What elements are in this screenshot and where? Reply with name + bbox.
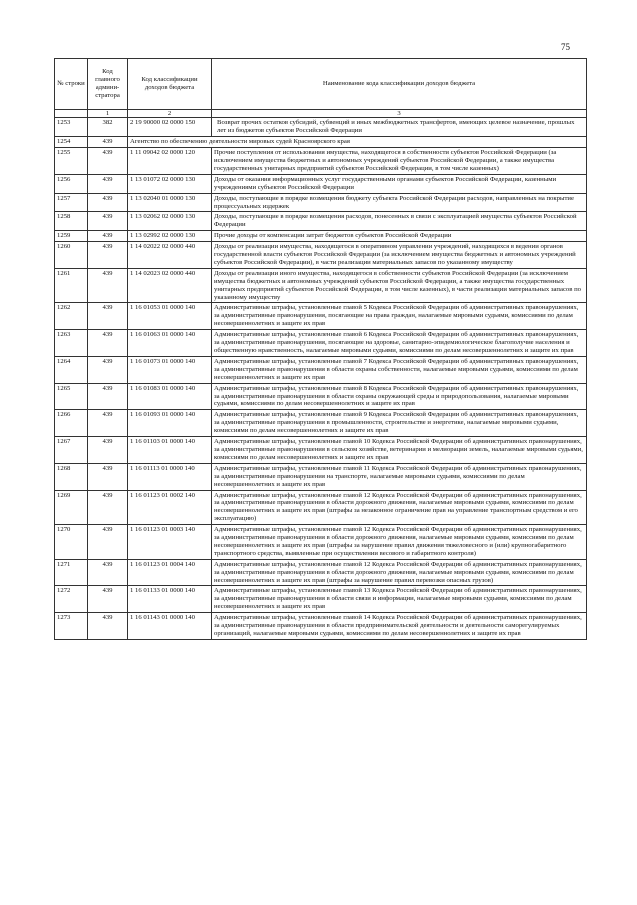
admin-code: 439 [88, 193, 128, 212]
code-name: Административные штрафы, установленные главой 10 Кодекса Российской Федерации об административных правонарушениях, за административные правонарушения в сельском хозяйстве, ветеринарии и мелиорации земель, налагаемые мировыми судьями, комиссиями по делам несовершеннолетних и защите их прав [212, 437, 587, 464]
classification-code: 1 16 01103 01 0000 140 [128, 437, 212, 464]
table-row [55, 174, 587, 193]
classification-code: 1 16 01073 01 0000 140 [128, 356, 212, 383]
classification-code: 1 11 09042 02 0000 120 [128, 148, 212, 175]
row-number: 1254 [55, 137, 88, 148]
column-index: 2 [128, 110, 212, 118]
table-row [55, 268, 587, 303]
classification-code: 2 19 90000 02 0000 150 [128, 118, 212, 137]
admin-code: 439 [88, 490, 128, 525]
admin-code: 439 [88, 559, 128, 586]
table-row [55, 212, 587, 231]
column-index-row [55, 110, 587, 118]
row-number: 1273 [55, 613, 88, 640]
row-number: 1266 [55, 410, 88, 437]
row-number: 1269 [55, 490, 88, 525]
table-row [55, 330, 587, 357]
admin-code: 439 [88, 437, 128, 464]
row-number: 1253 [55, 118, 88, 137]
admin-code: 439 [88, 268, 128, 303]
row-number: 1272 [55, 586, 88, 613]
admin-code: 439 [88, 356, 128, 383]
classification-code: 1 16 01123 01 0004 140 [128, 559, 212, 586]
row-number: 1255 [55, 148, 88, 175]
code-name: Административные штрафы, установленные главой 12 Кодекса Российской Федерации об административных правонарушениях, за административные правонарушения в области дорожного движения, налагаемые мировыми судьями, комиссиями по делам несовершеннолетних и защите их прав (штрафы за нарушение правил движения тяжеловесного и (или) крупногабаритного транспортного средства, выявленные при осуществлении весового и габаритного контроля) [212, 525, 587, 560]
row-number: 1265 [55, 383, 88, 410]
classification-code: 1 16 01093 01 0000 140 [128, 410, 212, 437]
code-name: Административные штрафы, установленные главой 11 Кодекса Российской Федерации об административных правонарушениях, за административные правонарушения на транспорте, налагаемые мировыми судьями, комиссиями по делам несовершеннолетних и защите их прав [212, 463, 587, 490]
admin-code: 439 [88, 242, 128, 269]
row-number: 1262 [55, 303, 88, 330]
admin-code: 439 [88, 330, 128, 357]
row-number: 1267 [55, 437, 88, 464]
revenue-classification-table [54, 58, 587, 640]
table-row [55, 303, 587, 330]
table-body [55, 118, 587, 640]
admin-code: 439 [88, 410, 128, 437]
code-name: Возврат прочих остатков субсидий, субвенций и иных межбюджетных трансфертов, имеющих целевое назначение, прошлых лет из бюджетов субъектов Российской Федерации [212, 118, 587, 137]
classification-code: 1 16 01123 01 0002 140 [128, 490, 212, 525]
table-row [55, 193, 587, 212]
code-name: Административные штрафы, установленные главой 7 Кодекса Российской Федерации об административных правонарушениях, за административные правонарушения в области охраны собственности, налагаемые мировыми судьями, комиссиями по делам несовершеннолетних и защите их прав [212, 356, 587, 383]
table-row [55, 525, 587, 560]
admin-code: 439 [88, 137, 128, 148]
code-name: Агентство по обеспечению деятельности мировых судей Красноярского края [128, 137, 587, 148]
table-header-row [55, 59, 587, 110]
classification-code: 1 16 01133 01 0000 140 [128, 586, 212, 613]
classification-code: 1 13 02992 02 0000 130 [128, 231, 212, 242]
classification-code: 1 13 02062 02 0000 130 [128, 212, 212, 231]
code-name: Прочие доходы от компенсации затрат бюджетов субъектов Российской Федерации [212, 231, 587, 242]
admin-code: 439 [88, 231, 128, 242]
classification-code: 1 16 01083 01 0000 140 [128, 383, 212, 410]
code-name: Административные штрафы, установленные главой 8 Кодекса Российской Федерации об административных правонарушениях, за административные правонарушения в области охраны окружающей среды и природопользования, налагаемые мировыми судьями, комиссиями по делам несовершеннолетних и защите их прав [212, 383, 587, 410]
admin-code: 439 [88, 613, 128, 640]
column-index [55, 110, 88, 118]
table-row [55, 490, 587, 525]
header-admin-code: Код главного админи-стратора [88, 59, 128, 110]
code-name: Административные штрафы, установленные главой 9 Кодекса Российской Федерации об административных правонарушениях, за административные правонарушения в промышленности, строительстве и энергетике, налагаемые мировыми судьями, комиссиями по делам несовершеннолетних и защите их прав [212, 410, 587, 437]
row-number: 1260 [55, 242, 88, 269]
classification-code: 1 16 01053 01 0000 140 [128, 303, 212, 330]
row-number: 1256 [55, 174, 88, 193]
classification-code: 1 16 01113 01 0000 140 [128, 463, 212, 490]
code-name: Административные штрафы, установленные главой 13 Кодекса Российской Федерации об административных правонарушениях, за административные правонарушения в области связи и информации, налагаемые мировыми судьями, комиссиями по делам несовершеннолетних и защите их прав [212, 586, 587, 613]
page-number: 75 [561, 42, 570, 52]
table-row [55, 148, 587, 175]
table-row [55, 410, 587, 437]
table-row [55, 586, 587, 613]
header-classification-code: Код классификации доходов бюджета [128, 59, 212, 110]
classification-code: 1 14 02023 02 0000 440 [128, 268, 212, 303]
admin-code: 439 [88, 586, 128, 613]
row-number: 1257 [55, 193, 88, 212]
row-number: 1259 [55, 231, 88, 242]
table-row [55, 137, 587, 148]
table-row [55, 356, 587, 383]
column-index: 3 [212, 110, 587, 118]
classification-code: 1 16 01143 01 0000 140 [128, 613, 212, 640]
code-name: Доходы от реализации имущества, находящегося в оперативном управлении учреждений, находящихся в ведении органов государственной власти субъектов Российской Федерации (за исключением имущества бюджетных и автономных учреждений субъектов Российской Федерации), в части реализации материальных запасов по указанному имуществу [212, 242, 587, 269]
admin-code: 382 [88, 118, 128, 137]
header-code-name: Наименование кода классификации доходов бюджета [212, 59, 587, 110]
code-name: Доходы от оказания информационных услуг государственными органами субъектов Российской Федерации, казенными учреждениями субъектов Российской Федерации [212, 174, 587, 193]
table-row [55, 231, 587, 242]
header-row-number: № строки [55, 59, 88, 110]
classification-code: 1 14 02022 02 0000 440 [128, 242, 212, 269]
row-number: 1268 [55, 463, 88, 490]
row-number: 1261 [55, 268, 88, 303]
row-number: 1264 [55, 356, 88, 383]
admin-code: 439 [88, 148, 128, 175]
table-row [55, 242, 587, 269]
classification-code: 1 16 01123 01 0003 140 [128, 525, 212, 560]
row-number: 1271 [55, 559, 88, 586]
classification-code: 1 13 02040 01 0000 130 [128, 193, 212, 212]
admin-code: 439 [88, 303, 128, 330]
admin-code: 439 [88, 463, 128, 490]
row-number: 1258 [55, 212, 88, 231]
table-row [55, 559, 587, 586]
code-name: Административные штрафы, установленные главой 5 Кодекса Российской Федерации об административных правонарушениях, за административные правонарушения, посягающие на права граждан, налагаемые мировыми судьями, комиссиями по делам несовершеннолетних и защите их прав [212, 303, 587, 330]
row-number: 1263 [55, 330, 88, 357]
table-row [55, 383, 587, 410]
column-index: 1 [88, 110, 128, 118]
admin-code: 439 [88, 525, 128, 560]
classification-code: 1 13 01072 02 0000 130 [128, 174, 212, 193]
admin-code: 439 [88, 174, 128, 193]
code-name: Административные штрафы, установленные главой 6 Кодекса Российской Федерации об административных правонарушениях, за административные правонарушения, посягающие на здоровье, санитарно-эпидемиологическое благополучие населения и общественную нравственность, налагаемые мировыми судьями, комиссиями по делам несовершеннолетних и защите их прав [212, 330, 587, 357]
row-number: 1270 [55, 525, 88, 560]
code-name: Доходы, поступающие в порядке возмещения бюджету субъекта Российской Федерации расходов, направленных на покрытие процессуальных издержек [212, 193, 587, 212]
table-row [55, 463, 587, 490]
table-row [55, 437, 587, 464]
classification-code: 1 16 01063 01 0000 140 [128, 330, 212, 357]
code-name: Доходы, поступающие в порядке возмещения расходов, понесенных в связи с эксплуатацией имущества субъектов Российской Федерации [212, 212, 587, 231]
code-name: Административные штрафы, установленные главой 12 Кодекса Российской Федерации об административных правонарушениях, за административные правонарушения в области дорожного движения, налагаемые мировыми судьями, комиссиями по делам несовершеннолетних и защите их прав (штрафы за незаконное ограничение прав на управление транспортным средством и его эксплуатацию) [212, 490, 587, 525]
admin-code: 439 [88, 212, 128, 231]
code-name: Административные штрафы, установленные главой 14 Кодекса Российской Федерации об административных правонарушениях, за административные правонарушения в области предпринимательской деятельности и деятельности саморегулируемых организаций, налагаемые мировыми судьями, комиссиями по делам несовершеннолетних и защите их прав [212, 613, 587, 640]
admin-code: 439 [88, 383, 128, 410]
code-name: Прочие поступления от использования имущества, находящегося в собственности субъектов Российской Федерации (за исключением имущества бюджетных и автономных учреждений субъектов Российской Федерации, а также имущества государственных унитарных предприятий субъектов Российской Федерации, в том числе казенных) [212, 148, 587, 175]
code-name: Доходы от реализации иного имущества, находящегося в собственности субъектов Российской Федерации (за исключением имущества бюджетных и автономных учреждений субъектов Российской Федерации, а также имущества государственных унитарных предприятий субъектов Российской Федерации, в том числе казенных), в части реализации материальных запасов по указанному имуществу [212, 268, 587, 303]
code-name: Административные штрафы, установленные главой 12 Кодекса Российской Федерации об административных правонарушениях, за административные правонарушения в области дорожного движения, налагаемые мировыми судьями, комиссиями по делам несовершеннолетних и защите их прав (штрафы за нарушение правил перевозки опасных грузов) [212, 559, 587, 586]
table-row [55, 118, 587, 137]
table-row [55, 613, 587, 640]
